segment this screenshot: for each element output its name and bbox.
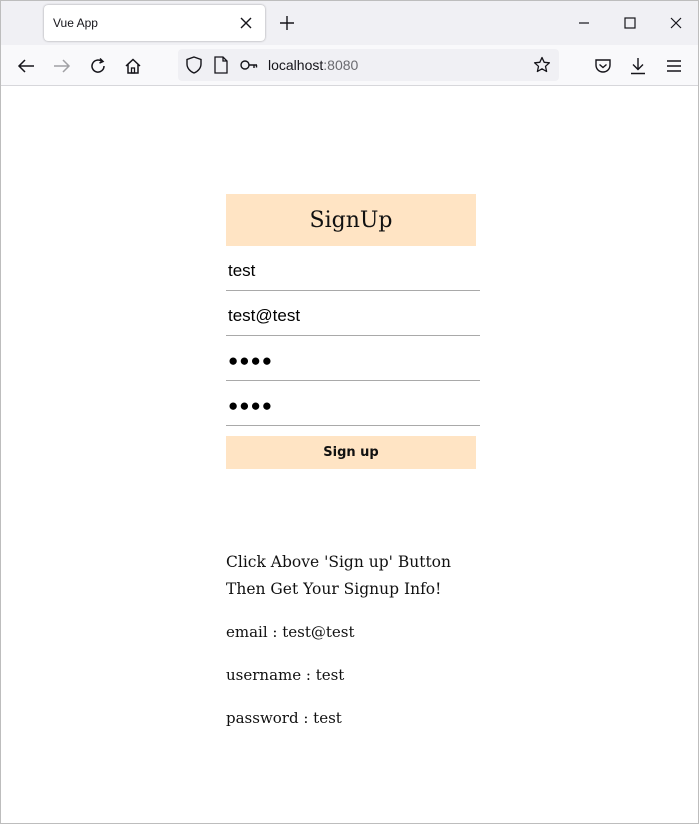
tab-title: Vue App — [53, 16, 98, 30]
signup-title: SignUp — [226, 194, 476, 246]
back-arrow-icon[interactable] — [15, 55, 37, 77]
menu-icon[interactable] — [663, 55, 685, 77]
password-field-wrap — [226, 336, 480, 381]
password-input[interactable] — [226, 336, 480, 380]
key-icon[interactable] — [240, 56, 258, 74]
instruction-line-1: Click Above 'Sign up' Button — [226, 553, 451, 571]
tab-vue-app[interactable] — [44, 5, 265, 41]
home-icon[interactable] — [122, 55, 144, 77]
reload-icon[interactable] — [87, 55, 109, 77]
username-input[interactable] — [226, 246, 480, 290]
shield-icon[interactable] — [185, 56, 203, 74]
email-info: email : test@test — [226, 623, 355, 641]
username-field-wrap — [226, 246, 480, 291]
tab-bar — [1, 1, 698, 45]
bookmark-star-icon[interactable] — [533, 56, 551, 74]
new-tab-icon[interactable] — [277, 13, 297, 33]
email-input[interactable] — [226, 291, 480, 335]
close-tab-icon[interactable] — [237, 14, 255, 32]
forward-arrow-icon[interactable] — [51, 55, 73, 77]
confirm-password-field-wrap — [226, 381, 480, 426]
page-content — [1, 86, 698, 823]
url-port: :8080 — [323, 57, 359, 73]
url-bar[interactable] — [178, 49, 559, 81]
email-field-wrap — [226, 291, 480, 336]
close-window-icon[interactable] — [666, 13, 686, 33]
instruction-line-2: Then Get Your Signup Info! — [226, 580, 442, 598]
page-icon[interactable] — [212, 56, 230, 74]
download-icon[interactable] — [627, 55, 649, 77]
pocket-icon[interactable] — [592, 55, 614, 77]
signup-form — [226, 194, 476, 469]
confirm-password-input[interactable] — [226, 381, 480, 425]
signup-info — [226, 549, 546, 732]
password-info: password : test — [226, 709, 342, 727]
signup-button[interactable]: Sign up — [226, 436, 476, 469]
nav-bar — [1, 45, 698, 86]
minimize-icon[interactable] — [574, 13, 594, 33]
maximize-icon[interactable] — [620, 13, 640, 33]
username-info: username : test — [226, 666, 345, 684]
url-host: localhost — [268, 57, 324, 73]
url-text[interactable] — [268, 57, 358, 73]
